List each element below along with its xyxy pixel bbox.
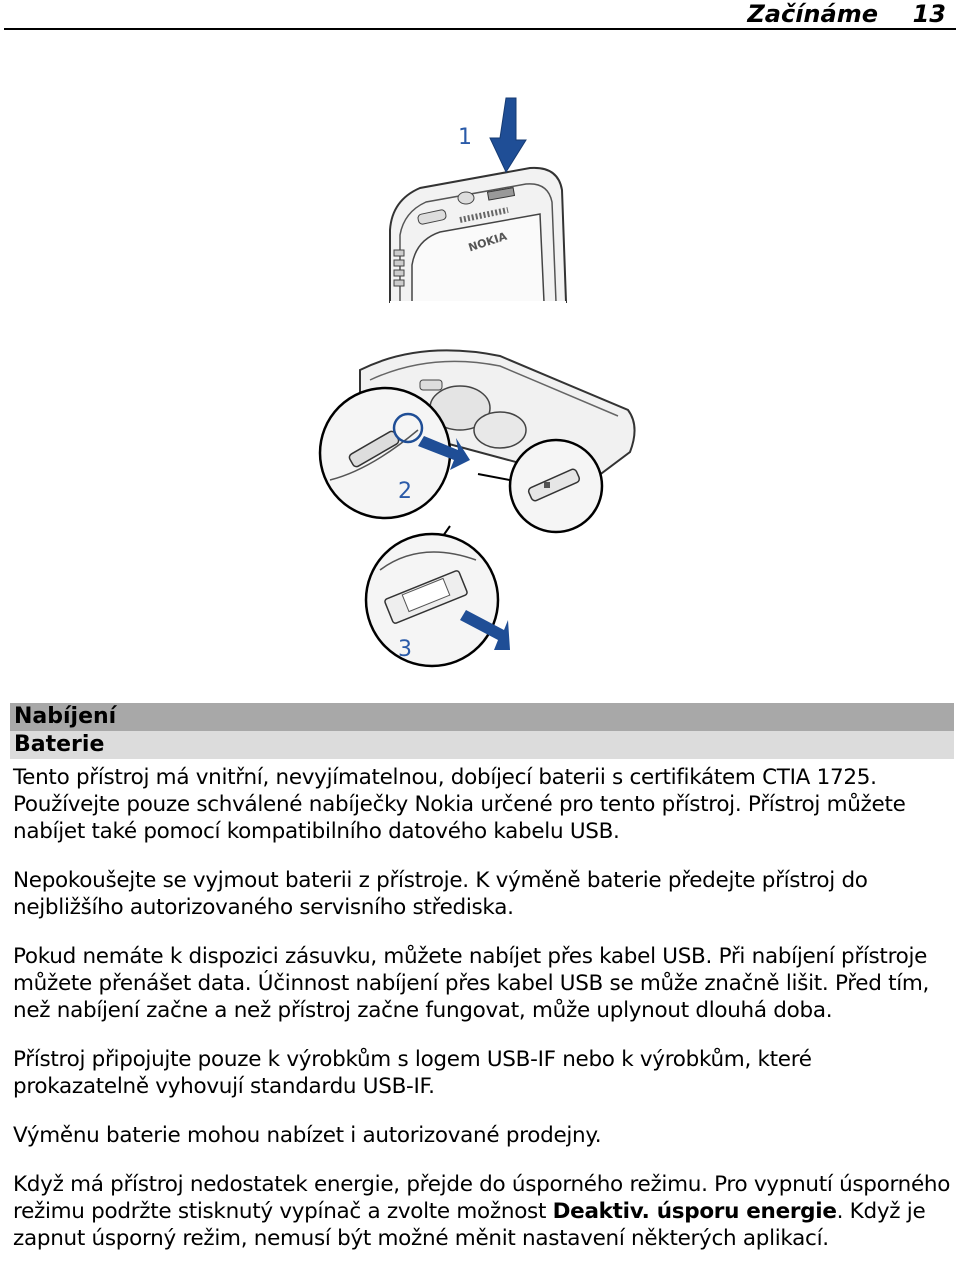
- section-header: [10, 703, 954, 731]
- step-3-label: 3: [398, 637, 412, 662]
- arrow-down-icon: [490, 98, 526, 172]
- power-saving-text-end: . Když je zapnut úsporný režim, nemusí být možné měnit nastavení některých aplikací.: [13, 1199, 926, 1251]
- subsection-title: Baterie: [14, 732, 105, 757]
- subsection-header: [10, 731, 954, 759]
- paragraph-battery-removal: Nepokoušejte se vyjmout baterii z přístroje. K výměně baterie předejte přístroj do nejbližšího autorizovaného servisního střediska.: [13, 868, 868, 920]
- page-header: [4, 0, 956, 30]
- sim-card-illustration: [300, 90, 660, 670]
- power-saving-text-start: Když má přístroj nedostatek energie, přejde do úsporného režimu. Pro vypnutí úsporného režimu podržte stisknutý vypínač a zvolte možnost: [13, 1172, 951, 1224]
- paragraph-usb-charging: Pokud nemáte k dispozici zásuvku, můžete nabíjet přes kabel USB. Při nabíjení přístroje můžete přenášet data. Účinnost nabíjení přes kabel USB se může značně lišit. Před tím, než nabíjení začne a než přístroj začne fungovat, může uplynout dlouhá doba.: [13, 944, 930, 1023]
- zoom-circle-tray: [366, 526, 510, 666]
- step-1-label: 1: [458, 125, 472, 150]
- paragraph-power-saving: [13, 1171, 953, 1252]
- paragraph-usb-if: Přístroj připojujte pouze k výrobkům s logem USB-IF nebo k výrobkům, které prokazatelně vyhovují standardu USB-IF.: [13, 1047, 812, 1099]
- step-2-label: 2: [398, 479, 412, 504]
- zoom-circle-slot: [510, 440, 602, 532]
- chapter-title: Začínáme: [747, 0, 878, 28]
- paragraph-battery-info: Tento přístroj má vnitřní, nevyjímatelnou, dobíjecí baterii s certifikátem CTIA 1725. Používejte pouze schválené nabíječky Nokia určené pro tento přístroj. Přístroj můžete nabíjet také pomocí kompatibilního datového kabelu USB.: [13, 765, 906, 844]
- brand-logo: NOKIA: [466, 229, 509, 255]
- page-number: 13: [912, 0, 946, 28]
- menu-option-name: Deaktiv. úsporu energie: [552, 1199, 837, 1224]
- section-title: Nabíjení: [14, 704, 117, 729]
- paragraph-battery-replacement: Výměnu baterie mohou nabízet i autorizované prodejny.: [13, 1123, 602, 1148]
- phone-top-illustration: [390, 168, 566, 302]
- body-text: [13, 764, 953, 1252]
